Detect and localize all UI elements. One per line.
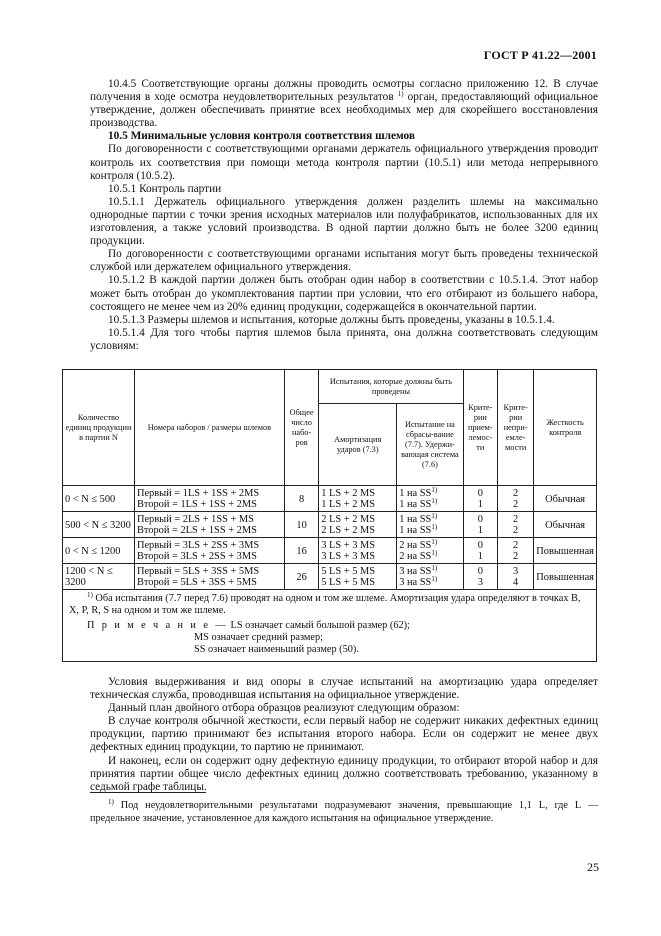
main-text (90, 78, 598, 353)
col-header-severity: Жесткость контроля (534, 370, 597, 486)
second-set: Второй = 5LS + 3SS + 5MS (136, 577, 257, 588)
drop-first: 3 на SS (399, 566, 432, 577)
col-header-rejection: Крите-рии непри-емле-мости (498, 370, 534, 486)
post-table-text (90, 676, 598, 794)
drop-first: 2 на SS (399, 540, 432, 551)
footnote-ref: 1) (431, 512, 438, 520)
paragraph-10-4-5 (90, 78, 598, 130)
footnote-ref: 1) (431, 497, 438, 505)
note-line: LS означает самый большой размер (62); (230, 620, 410, 631)
table-footnote-text: Оба испытания (7.7 перед 7.6) проводят на одном и том же шлеме. Амортизация удара определяют в точках B, X, P, R, S на одном и том же шлеме. (69, 593, 581, 616)
drop-cell (397, 538, 463, 564)
acceptance-first: 0 (477, 566, 483, 577)
sets-cell (134, 538, 284, 564)
total-cell: 10 (284, 512, 318, 538)
paragraph: По договоренности с соответствующими органами держатель официального утверждения проводит контроль их соответствия при помощи метода контроля партии (10.5.1) или метода непрерывного контроля (10.5.2). (90, 143, 598, 182)
footnote-divider (90, 792, 206, 793)
drop-second: 2 на SS (399, 551, 432, 562)
impact-second: 5 LS + 5 MS (321, 577, 376, 588)
severity-cell: Повышенная (534, 564, 597, 590)
section-heading-10-5: 10.5 Минимальные условия контроля соответствия шлемов (108, 130, 415, 143)
footnote-ref: 1) (431, 486, 438, 494)
drop-second: 1 на SS (399, 525, 432, 536)
page-number: 25 (587, 860, 599, 874)
footnote-ref: 1) (397, 90, 404, 99)
col-header-sets: Номера наборов / размеры шлемов (134, 370, 284, 486)
drop-cell (397, 512, 463, 538)
footnote-ref: 1) (108, 798, 114, 806)
rejection-cell (498, 564, 534, 590)
impact-first: 5 LS + 5 MS (321, 566, 376, 577)
note-label: П р и м е ч а н и е — (87, 620, 228, 631)
second-set: Второй = 1LS + 1SS + 2MS (136, 499, 257, 510)
paragraph: 10.5.1.2 В каждой партии должен быть отобран один набор в соответствии с 10.5.1.4. Этот набор может быть отобран до укомплектования партии при условии, что его отбирают из большего набора, состоящего не менее чем из 20% единиц продукции, содержащейся в окончательной партии. (90, 274, 598, 313)
table-notes (62, 590, 597, 662)
lot-size-cell: 0 < N ≤ 500 (63, 486, 135, 512)
acceptance-first: 0 (477, 540, 483, 551)
drop-second: 3 на SS (399, 577, 432, 588)
acceptance-second: 1 (477, 525, 483, 536)
impact-second: 2 LS + 2 MS (321, 525, 376, 536)
paragraph: По договоренности с соответствующими органами испытания могут быть проведены технической службой или держателем официального утверждения. (90, 248, 598, 274)
footnote-ref: 1) (431, 575, 438, 583)
acceptance-first: 0 (477, 514, 483, 525)
rejection-cell (498, 538, 534, 564)
drop-cell (397, 486, 463, 512)
total-cell: 16 (284, 538, 318, 564)
sets-cell (134, 512, 284, 538)
acceptance-cell (463, 512, 497, 538)
acceptance-second: 1 (477, 551, 483, 562)
impact-second: 1 LS + 2 MS (321, 499, 376, 510)
paragraph: Условия выдерживания и вид опоры в случае испытаний на амортизацию удара определяет техническая служба, проводившая испытания на официальное утверждение. (90, 676, 598, 702)
table-row (63, 512, 597, 538)
footnote-ref: 1) (87, 591, 93, 599)
paragraph: В случае контроля обычной жесткости, если первый набор не содержит никаких дефектных единиц продукции, партию принимают без испытания второго набора. Если он содержит не менее двух дефектных единиц продукции, то партию не принимают. (90, 715, 598, 754)
lot-size-cell: 0 < N ≤ 1200 (63, 538, 135, 564)
first-set: Первый = 1LS + 1SS + 2MS (136, 488, 260, 499)
total-cell: 26 (284, 564, 318, 590)
acceptance-cell (463, 486, 497, 512)
col-header-total: Общее число набо-ров (284, 370, 318, 486)
drop-second: 1 на SS (399, 499, 432, 510)
sampling-table (62, 369, 597, 590)
paragraph: 10.5.1 Контроль партии (108, 182, 222, 195)
rejection-second: 2 (513, 525, 519, 536)
rejection-first: 3 (513, 566, 519, 577)
first-set: Первый = 3LS + 2SS + 3MS (136, 540, 260, 551)
drop-first: 1 на SS (399, 514, 432, 525)
footnote-ref: 1) (431, 523, 438, 531)
severity-cell: Обычная (534, 486, 597, 512)
acceptance-first: 0 (477, 488, 483, 499)
table-row (63, 564, 597, 590)
paragraph: И наконец, если он содержит одну дефектную единицу продукции, то отбирают второй набор и для принятия партии общее число дефектных единиц должно соответствовать требованию, указанному в седьмой графе таблицы. (90, 754, 598, 793)
footnote-ref: 1) (431, 564, 438, 572)
paragraph-text: 10.4.5 Соответствующие органы должны проводить осмотры согласно приложению 12. В случае получения в ходе осмотра неудовлетворительных результатов (90, 78, 598, 104)
impact-cell (319, 512, 397, 538)
severity-cell: Повышенная (534, 538, 597, 564)
footnote-ref: 1) (431, 549, 438, 557)
impact-first: 1 LS + 2 MS (321, 488, 376, 499)
lot-size-cell: 500 < N ≤ 3200 (63, 512, 135, 538)
paragraph-text: орган, предоставляющий официальное утверждение, должен обеспечивать принятие всех необходимых мер для скорейшего восстановления производства. (90, 91, 598, 130)
rejection-cell (498, 486, 534, 512)
table-note (69, 620, 592, 632)
footnote-text: Под неудовлетворительными результатами подразумевают значения, превышающие 1,1 L, где L — предельное значение, установленное для каждого испытания на официальное утверждение. (90, 800, 598, 824)
note-line: SS означает наименьший размер (50). (194, 644, 359, 655)
rejection-second: 2 (513, 499, 519, 510)
impact-cell (319, 486, 397, 512)
rejection-first: 2 (513, 488, 519, 499)
rejection-cell (498, 512, 534, 538)
first-set: Первый = 2LS + 1SS + MS (136, 514, 254, 525)
impact-second: 3 LS + 3 MS (321, 551, 376, 562)
rejection-first: 2 (513, 514, 519, 525)
drop-first: 1 на SS (399, 488, 432, 499)
severity-cell: Обычная (534, 512, 597, 538)
acceptance-second: 1 (477, 499, 483, 510)
acceptance-cell (463, 564, 497, 590)
paragraph: 10.5.1.4 Для того чтобы партия шлемов была принята, она должна соответствовать следующим условиям: (90, 326, 598, 352)
first-set: Первый = 5LS + 3SS + 5MS (136, 566, 260, 577)
second-set: Второй = 2LS + 1SS + 2MS (136, 525, 257, 536)
table-footnote (69, 593, 592, 617)
col-header-acceptance: Крите-рии прием-лемос-ти (463, 370, 497, 486)
document-header: ГОСТ Р 41.22—2001 (483, 48, 597, 62)
page-footnote (90, 800, 598, 825)
note-line: MS означает средний размер; (194, 632, 323, 643)
col-header-tests-group: Испытания, которые должны быть проведены (319, 370, 463, 404)
total-cell: 8 (284, 486, 318, 512)
footnote-paragraph (90, 800, 598, 825)
footnote-ref: 1) (431, 538, 438, 546)
drop-cell (397, 564, 463, 590)
col-header-lot-size: Количество единиц продукции в партии N (63, 370, 135, 486)
col-header-drop-test: Испытание на сбрасы-вание (7.7). Удержи-вающая система (7.6) (397, 404, 463, 486)
lot-size-cell: 1200 < N ≤ 3200 (63, 564, 135, 590)
sets-cell (134, 564, 284, 590)
impact-cell (319, 538, 397, 564)
second-set: Второй = 3LS + 2SS + 3MS (136, 551, 257, 562)
table-row (63, 538, 597, 564)
impact-first: 2 LS + 2 MS (321, 514, 376, 525)
impact-first: 3 LS + 3 MS (321, 540, 376, 551)
paragraph: 10.5.1.3 Размеры шлемов и испытания, которые должны быть проведены, указаны в 10.5.1.4. (108, 313, 555, 326)
acceptance-cell (463, 538, 497, 564)
rejection-second: 4 (513, 577, 519, 588)
sets-cell (134, 486, 284, 512)
rejection-second: 2 (513, 551, 519, 562)
rejection-first: 2 (513, 540, 519, 551)
acceptance-second: 3 (477, 577, 483, 588)
paragraph: 10.5.1.1 Держатель официального утверждения должен разделить шлемы на максимально однородные партии с точки зрения исходных материалов или полуфабрикатов, использованных для их изготовления, а также условий производства. В одной партии должно быть не более 3200 единиц продукции. (90, 195, 598, 248)
paragraph: Данный план двойного отбора образцов реализуют следующим образом: (108, 702, 460, 715)
sampling-table-block (62, 369, 597, 662)
impact-cell (319, 564, 397, 590)
table-row (63, 486, 597, 512)
col-header-impact: Амортизация ударов (7.3) (319, 404, 397, 486)
